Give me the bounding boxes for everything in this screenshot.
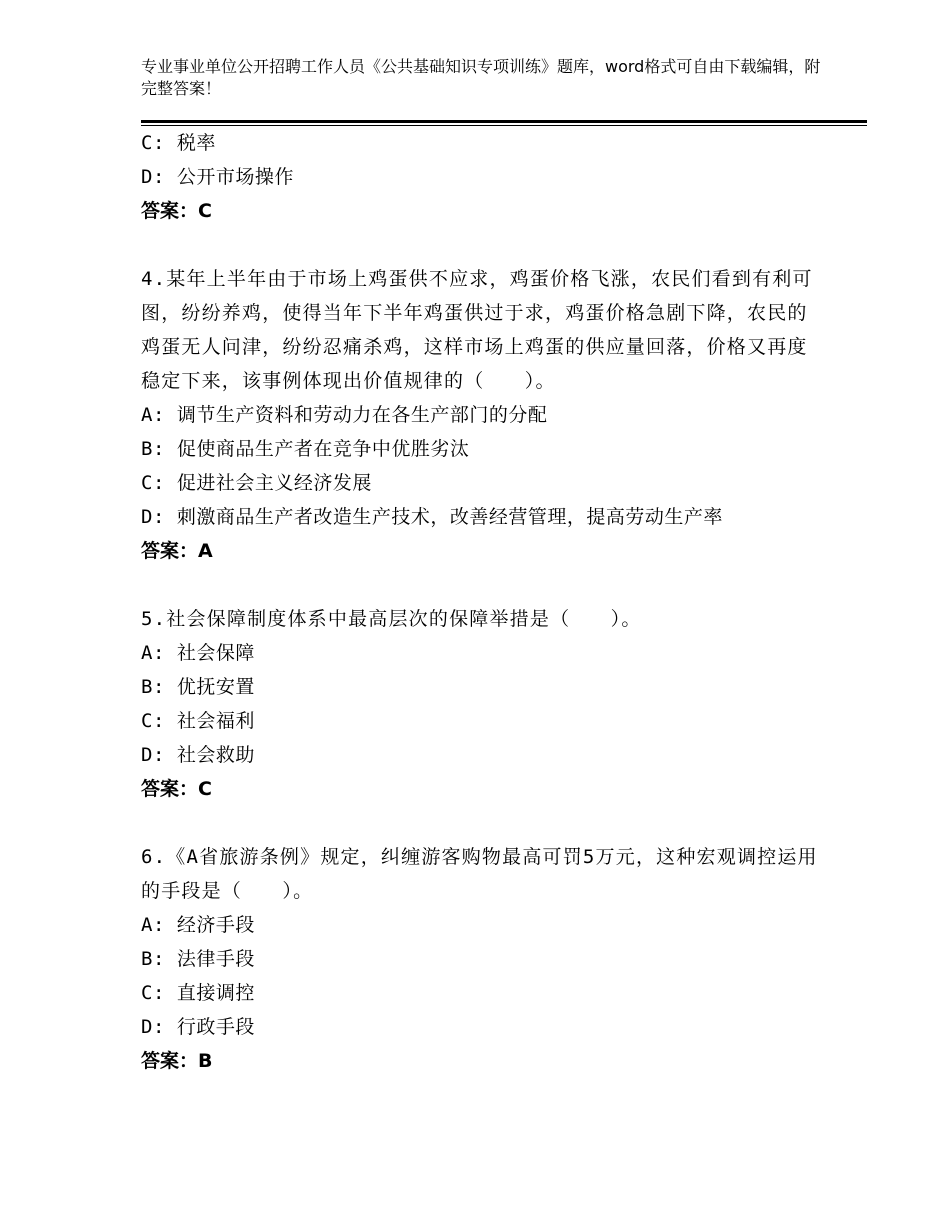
option-b: B: 优抚安置 (141, 676, 255, 698)
spacer (141, 568, 821, 602)
answer-line: 答案：C (141, 778, 212, 800)
option-c: C: 直接调控 (141, 982, 255, 1004)
page-header: 专业事业单位公开招聘工作人员《公共基础知识专项训练》题库，word格式可自由下载编辑，附完整答案！ (141, 57, 821, 98)
question-text: 5.社会保障制度体系中最高层次的保障举措是（ ）。 (141, 608, 642, 630)
option-d: D: 公开市场操作 (141, 166, 294, 188)
answer-line: 答案：B (141, 1050, 213, 1072)
question-5 (141, 602, 821, 806)
question-6 (141, 840, 821, 1078)
option-a: A: 社会保障 (141, 642, 255, 664)
option-d: D: 行政手段 (141, 1016, 255, 1038)
option-c: C: 促进社会主义经济发展 (141, 472, 372, 494)
option-b: B: 促使商品生产者在竞争中优胜劣汰 (141, 438, 470, 460)
spacer (141, 228, 821, 262)
answer-line: 答案：A (141, 540, 213, 562)
question-3-tail (141, 126, 821, 228)
header-rule-thick (141, 120, 867, 123)
option-a: A: 经济手段 (141, 914, 255, 936)
option-c: C: 税率 (141, 132, 216, 154)
question-content (141, 126, 821, 1078)
option-a: A: 调节生产资料和劳动力在各生产部门的分配 (141, 404, 548, 426)
option-c: C: 社会福利 (141, 710, 255, 732)
option-d: D: 刺激商品生产者改造生产技术，改善经营管理，提高劳动生产率 (141, 506, 723, 528)
option-b: B: 法律手段 (141, 948, 255, 970)
answer-line: 答案：C (141, 200, 212, 222)
question-text: 6.《A省旅游条例》规定，纠缠游客购物最高可罚5万元，这种宏观调控运用的手段是（ ）。 (141, 846, 818, 902)
spacer (141, 806, 821, 840)
question-4 (141, 262, 821, 568)
question-text: 4.某年上半年由于市场上鸡蛋供不应求，鸡蛋价格飞涨，农民们看到有利可图，纷纷养鸡，使得当年下半年鸡蛋供过于求，鸡蛋价格急剧下降，农民的鸡蛋无人问津，纷纷忍痛杀鸡，这样市场上鸡蛋的供应量回落，价格又再度稳定下来，该事例体现出价值规律的（ ）。 (141, 268, 813, 392)
option-d: D: 社会救助 (141, 744, 255, 766)
